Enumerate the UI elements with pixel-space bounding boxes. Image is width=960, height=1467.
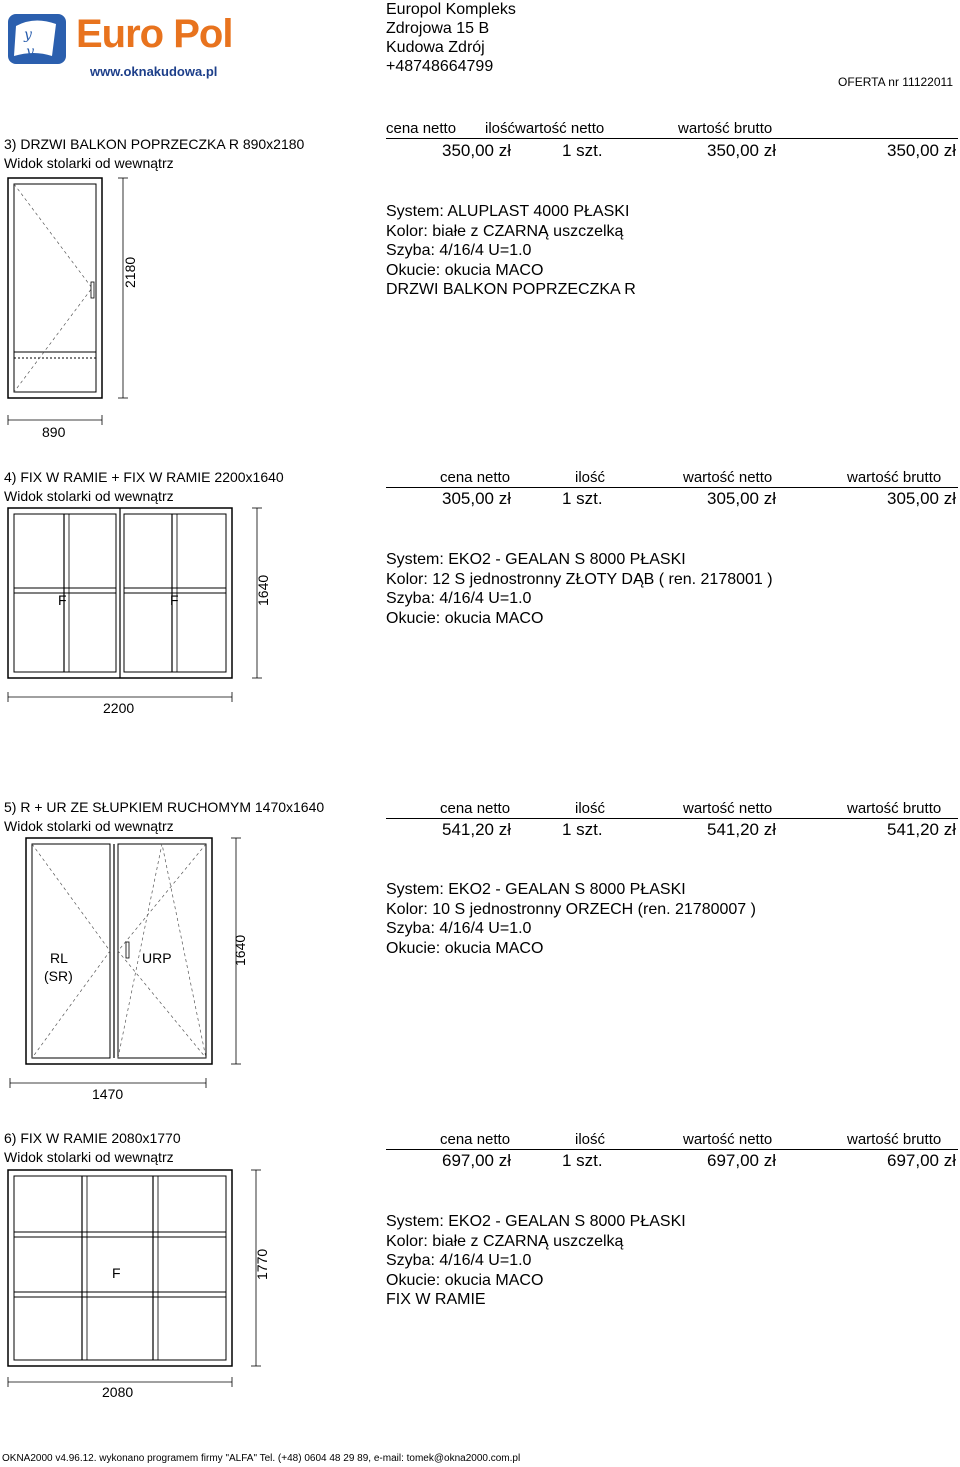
- item-4-spec: [386, 550, 773, 628]
- item-3-values: [386, 141, 958, 163]
- logo-text: Euro Pol: [76, 12, 233, 56]
- spec-line: Okucie: okucia MACO: [386, 609, 544, 627]
- spec-line: Szyba: 4/16/4 U=1.0: [386, 242, 532, 259]
- header-wartosc-brutto: wartość brutto: [678, 120, 773, 137]
- logo-url: www.oknakudowa.pl: [90, 64, 218, 79]
- door-sash: [14, 184, 96, 392]
- item-5-width-label: 1470: [92, 1086, 124, 1102]
- spec-line: Kolor: 12 S jednostronny ZŁOTY DĄB ( ren. 2178001 ): [386, 570, 773, 588]
- item-5-view-label: Widok stolarki od wewnątrz: [4, 818, 174, 834]
- header-wartosc-brutto: wartość brutto: [847, 1131, 942, 1148]
- header-ilosc-wartosc-netto: ilośćwartość netto: [485, 120, 605, 137]
- company-name: Europol Kompleks: [386, 1, 516, 18]
- header-cena-netto: cena netto: [440, 800, 511, 817]
- item-5-values: [386, 820, 958, 842]
- header-ilosc: ilość: [575, 1131, 606, 1148]
- spec-line: Okucie: okucia MACO: [386, 939, 544, 957]
- window-handle-icon: [126, 942, 129, 958]
- header-wartosc-netto: wartość netto: [683, 800, 773, 817]
- door-frame: [8, 178, 102, 398]
- spec-line: Kolor: białe z CZARNĄ uszczelką: [386, 1232, 624, 1250]
- item-6-title: 6) FIX W RAMIE 2080x1770: [4, 1130, 181, 1146]
- item-5-drawing: [0, 830, 250, 1090]
- svg-text:y: y: [24, 27, 32, 43]
- item-6-values: [386, 1151, 958, 1173]
- item-5-height-label: 1640: [232, 934, 248, 966]
- item-3-height-label: 2180: [122, 256, 138, 288]
- item-3-spec: [386, 202, 636, 300]
- item-5-wartosc-netto: 541,20 zł: [707, 820, 776, 839]
- spec-line: Szyba: 4/16/4 U=1.0: [386, 1252, 532, 1269]
- item-5-sash-label: (SR): [44, 968, 73, 984]
- sash-left: [32, 844, 110, 1058]
- item-5-sash-label: RL: [50, 950, 68, 966]
- spec-line: System: EKO2 - GEALAN S 8000 PŁASKI: [386, 1213, 686, 1230]
- header-wartosc-brutto: wartość brutto: [847, 469, 942, 486]
- header-cena-netto: cena netto: [440, 1131, 511, 1148]
- opening-lines-left: [32, 844, 110, 1058]
- item-4-width-label: 2200: [103, 700, 135, 716]
- spec-line: Kolor: 10 S jednostronny ORZECH (ren. 21780007 ): [386, 900, 756, 918]
- header-cena-netto: cena netto: [386, 120, 457, 137]
- item-3-view-label: Widok stolarki od wewnątrz: [4, 155, 174, 171]
- spec-line: Szyba: 4/16/4 U=1.0: [386, 590, 532, 607]
- opening-direction-lines: [14, 184, 92, 392]
- item-5-sash-label: URP: [142, 950, 172, 966]
- header-wartosc-brutto: wartość brutto: [847, 800, 942, 817]
- item-4-wartosc-brutto: 305,00 zł: [887, 489, 956, 508]
- item-3-wartosc-brutto: 350,00 zł: [887, 141, 956, 160]
- header-ilosc: ilość: [575, 800, 606, 817]
- spec-line: Okucie: okucia MACO: [386, 1271, 544, 1289]
- company-city: Kudowa Zdrój: [386, 39, 485, 56]
- header-wartosc-netto: wartość netto: [683, 469, 773, 486]
- item-4-title: 4) FIX W RAMIE + FIX W RAMIE 2200x1640: [4, 469, 284, 485]
- offer-number: OFERTA nr 11122011: [838, 75, 953, 89]
- spec-line: Szyba: 4/16/4 U=1.0: [386, 920, 532, 937]
- item-3-ilosc: 1 szt.: [562, 141, 603, 160]
- item-5-ilosc: 1 szt.: [562, 820, 603, 839]
- item-6-cena-netto: 697,00 zł: [442, 1151, 511, 1170]
- item-3-header-row: [386, 120, 958, 139]
- company-phone: +48748664799: [386, 58, 494, 75]
- item-5-title: 5) R + UR ZE SŁUPKIEM RUCHOMYM 1470x1640: [4, 799, 325, 815]
- spec-line: FIX W RAMIE: [386, 1291, 486, 1308]
- item-4-header-row: [386, 469, 958, 488]
- item-4-drawing: [0, 500, 280, 710]
- header-wartosc-netto: wartość netto: [683, 1131, 773, 1148]
- spec-line: DRZWI BALKON POPRZECZKA R: [386, 281, 636, 298]
- item-4-ilosc: 1 szt.: [562, 489, 603, 508]
- item-6-view-label: Widok stolarki od wewnątrz: [4, 1149, 174, 1165]
- header-ilosc: ilość: [575, 469, 606, 486]
- item-6-wartosc-brutto: 697,00 zł: [887, 1151, 956, 1170]
- spec-line: System: ALUPLAST 4000 PŁASKI: [386, 203, 630, 220]
- item-6-width-label: 2080: [102, 1384, 134, 1400]
- item-6-spec: [386, 1212, 686, 1310]
- company-logo: [4, 6, 266, 82]
- item-6-drawing: [0, 1162, 280, 1432]
- item-6-header-row: [386, 1131, 958, 1150]
- item-5-spec: [386, 880, 756, 958]
- item-3-cena-netto: 350,00 zł: [442, 141, 511, 160]
- item-3-title: 3) DRZWI BALKON POPRZECZKA R 890x2180: [4, 136, 305, 152]
- company-street: Zdrojowa 15 B: [386, 20, 490, 37]
- footer-text: OKNA2000 v4.96.12. wykonano programem firmy "ALFA" Tel. (+48) 0604 48 29 89, e-mail: tomek@okna2000.com.pl: [2, 1453, 521, 1464]
- item-6-wartosc-netto: 697,00 zł: [707, 1151, 776, 1170]
- svg-text:y: y: [26, 44, 34, 60]
- spec-line: Kolor: białe z CZARNĄ uszczelką: [386, 222, 624, 240]
- item-3-width-label: 890: [42, 424, 66, 440]
- item-4-view-label: Widok stolarki od wewnątrz: [4, 488, 174, 504]
- item-4-values: [386, 489, 958, 511]
- item-6-pane-label: F: [112, 1265, 121, 1281]
- item-4-pane-label: F: [58, 592, 67, 608]
- item-6-height-label: 1770: [254, 1248, 270, 1280]
- item-3-wartosc-netto: 350,00 zł: [707, 141, 776, 160]
- item-5-wartosc-brutto: 541,20 zł: [887, 820, 956, 839]
- item-4-pane-label: F: [170, 592, 179, 608]
- item-5-header-row: [386, 800, 958, 819]
- spec-line: Okucie: okucia MACO: [386, 261, 544, 279]
- item-4-cena-netto: 305,00 zł: [442, 489, 511, 508]
- item-4-wartosc-netto: 305,00 zł: [707, 489, 776, 508]
- item-5-cena-netto: 541,20 zł: [442, 820, 511, 839]
- spec-line: System: EKO2 - GEALAN S 8000 PŁASKI: [386, 551, 686, 568]
- door-handle-icon: [91, 282, 94, 298]
- spec-line: System: EKO2 - GEALAN S 8000 PŁASKI: [386, 881, 686, 898]
- item-3-drawing: [0, 170, 140, 450]
- item-6-ilosc: 1 szt.: [562, 1151, 603, 1170]
- header-cena-netto: cena netto: [440, 469, 511, 486]
- item-4-height-label: 1640: [255, 574, 271, 606]
